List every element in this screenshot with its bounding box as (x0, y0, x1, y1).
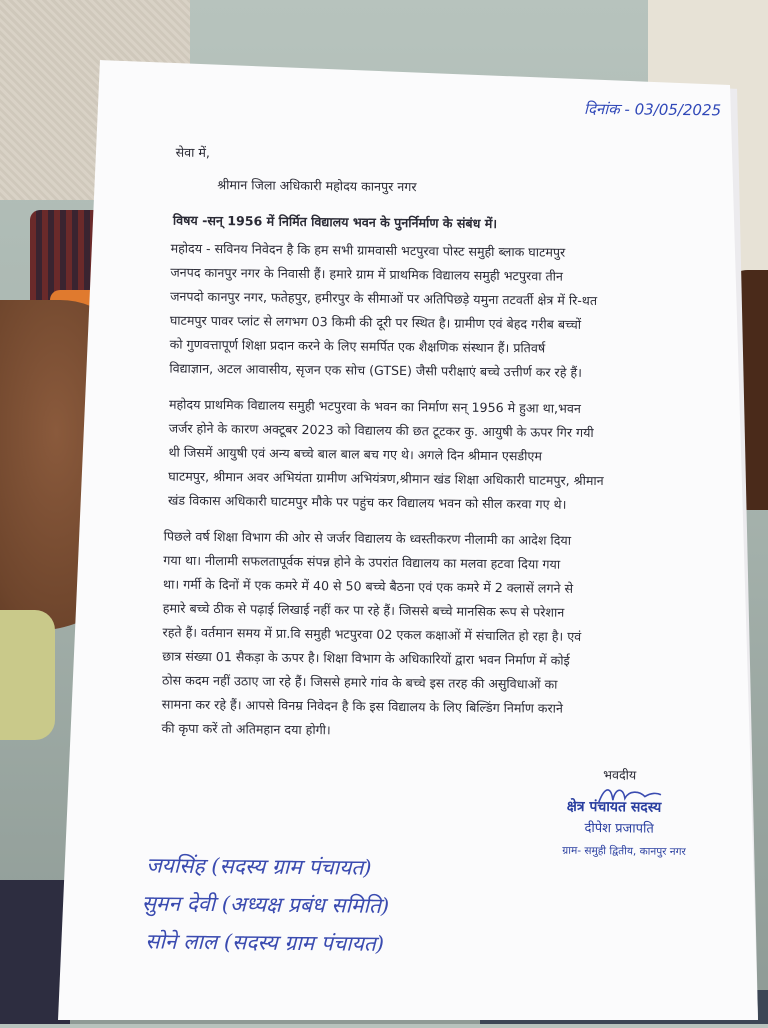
paragraph-line: महोदय प्राथमिक विद्यालय समुही भटपुरवा के भवन का निर्माण सन् 1956 मे हुआ था,भवन (168, 396, 581, 416)
stamp-address: ग्राम- समुही द्वितीय, कानपुर नगर (562, 844, 686, 859)
paragraph-line: था। गर्मी के दिनों में एक कमरे में 40 से 50 बच्चे बैठना एवं एक कमरे में 2 क्लासें लगने से (163, 576, 574, 596)
stamp-title: क्षेत्र पंचायत सदस्य (566, 798, 662, 816)
paragraph-line: हमारे बच्चे ठीक से पढ़ाई लिखाई नहीं कर पा रहे हैं। जिससे बच्चे मानसिक रूप से परेशान (162, 600, 565, 620)
paragraph-line: की कृपा करें तो अतिमहान दया होगी। (161, 720, 331, 738)
paragraph-line: को गुणवत्तापूर्ण शिक्षा प्रदान करने के लिए समर्पित एक शैक्षणिक संस्थान हैं। प्रतिवर्ष (169, 336, 546, 356)
paragraph-line: पिछले वर्ष शिक्षा विभाग की ओर से जर्जर विद्यालय के ध्वस्तीकरण नीलामी का आदेश दिया (163, 528, 572, 548)
paragraph-line: ठोस कदम नहीं उठाए जा रहे हैं। जिससे हमारे गांव के बच्चे इस तरह की असुविधाओं का (162, 672, 558, 692)
addressee: श्रीमान जिला अधिकारी महोदय कानपुर नगर (217, 177, 417, 195)
stamp-name: दीपेश प्रजापति (584, 820, 654, 837)
closing: भवदीय (603, 767, 637, 783)
paragraph-line: घाटमपुर पावर प्लांट से लगभग 03 किमी की दूरी पर स्थित है। ग्रामीण एवं बेहद गरीब बच्चों (169, 312, 582, 332)
handwritten-signature: सुमन देवी (अध्यक्ष प्रबंध समिति) (141, 891, 390, 918)
date-line: दिनांक - 03/05/2025 (584, 99, 722, 120)
subject-line: विषय -सन् 1956 में निर्मित विद्यालय भवन के पुनर्निर्माण के संबंध में। (172, 212, 498, 232)
paragraph-line: रहते हैं। वर्तमान समय में प्रा.वि समुही भटपुरवा 02 एकल कक्षाओं में संचालित हो रहा है। एवं (162, 624, 582, 644)
paragraph-line: सामना कर रहे हैं। आपसे विनम्र निवेदन है कि इस विद्यालय के लिए बिल्डिंग निर्माण कराने (161, 696, 564, 716)
salutation: सेवा में, (175, 144, 211, 160)
paragraph-line: थी जिसमें आयुषी एवं अन्य बच्चे बाल बाल बच गए थे। अगले दिन श्रीमान एसडीएम (168, 444, 542, 464)
paragraph-line: विद्याज्ञान, अटल आवासीय, सृजन एक सोच (GTSE) जैसी परीक्षाएं बच्चे उत्तीर्ण कर रहे हैं। (169, 360, 582, 380)
handwritten-signature: सोने लाल (सदस्य ग्राम पंचायत) (145, 929, 385, 956)
paragraph-line: खंड विकास अधिकारी घाटमपुर मौके पर पहुंच कर विद्यालय भवन को सील करवा गए थे। (167, 492, 567, 512)
paragraph-line: जनपद कानपुर नगर के निवासी हैं। हमारे ग्राम में प्राथमिक विद्यालय समुही भटपुरवा तीन (170, 264, 564, 284)
paragraph-line: महोदय - सविनय निवेदन है कि हम सभी ग्रामवासी भटपुरवा पोस्ट समुही ब्लाक घाटमपुर (170, 240, 566, 260)
paragraph-line: गया था। नीलामी सफलतापूर्वक संपन्न होने के उपरांत विद्यालय का मलवा हटवा दिया गया (163, 552, 561, 572)
handwritten-signature: जयसिंह (सदस्य ग्राम पंचायत) (146, 853, 372, 880)
paragraph-line: घाटमपुर, श्रीमान अवर अभियंता ग्रामीण अभियंत्रण,श्रीमान खंड शिक्षा अधिकारी घाटमपुर, श्रीमान (168, 468, 604, 489)
paragraph-line: जनपदो कानपुर नगर, फतेहपुर, हमीरपुर के सीमाओं पर अतिपिछड़े यमुना तटवर्ती क्षेत्र में रि-थत (170, 288, 598, 309)
paragraph-line: जर्जर होने के कारण अक्टूबर 2023 को विद्यालय की छत टूटकर कु. आयुषी के ऊपर गिर गयी (168, 420, 594, 441)
paragraph-line: छात्र संख्या 01 सैकड़ा के ऊपर है। शिक्षा विभाग के अधिकारियों द्वारा भवन निर्माण में कोई (162, 648, 570, 668)
